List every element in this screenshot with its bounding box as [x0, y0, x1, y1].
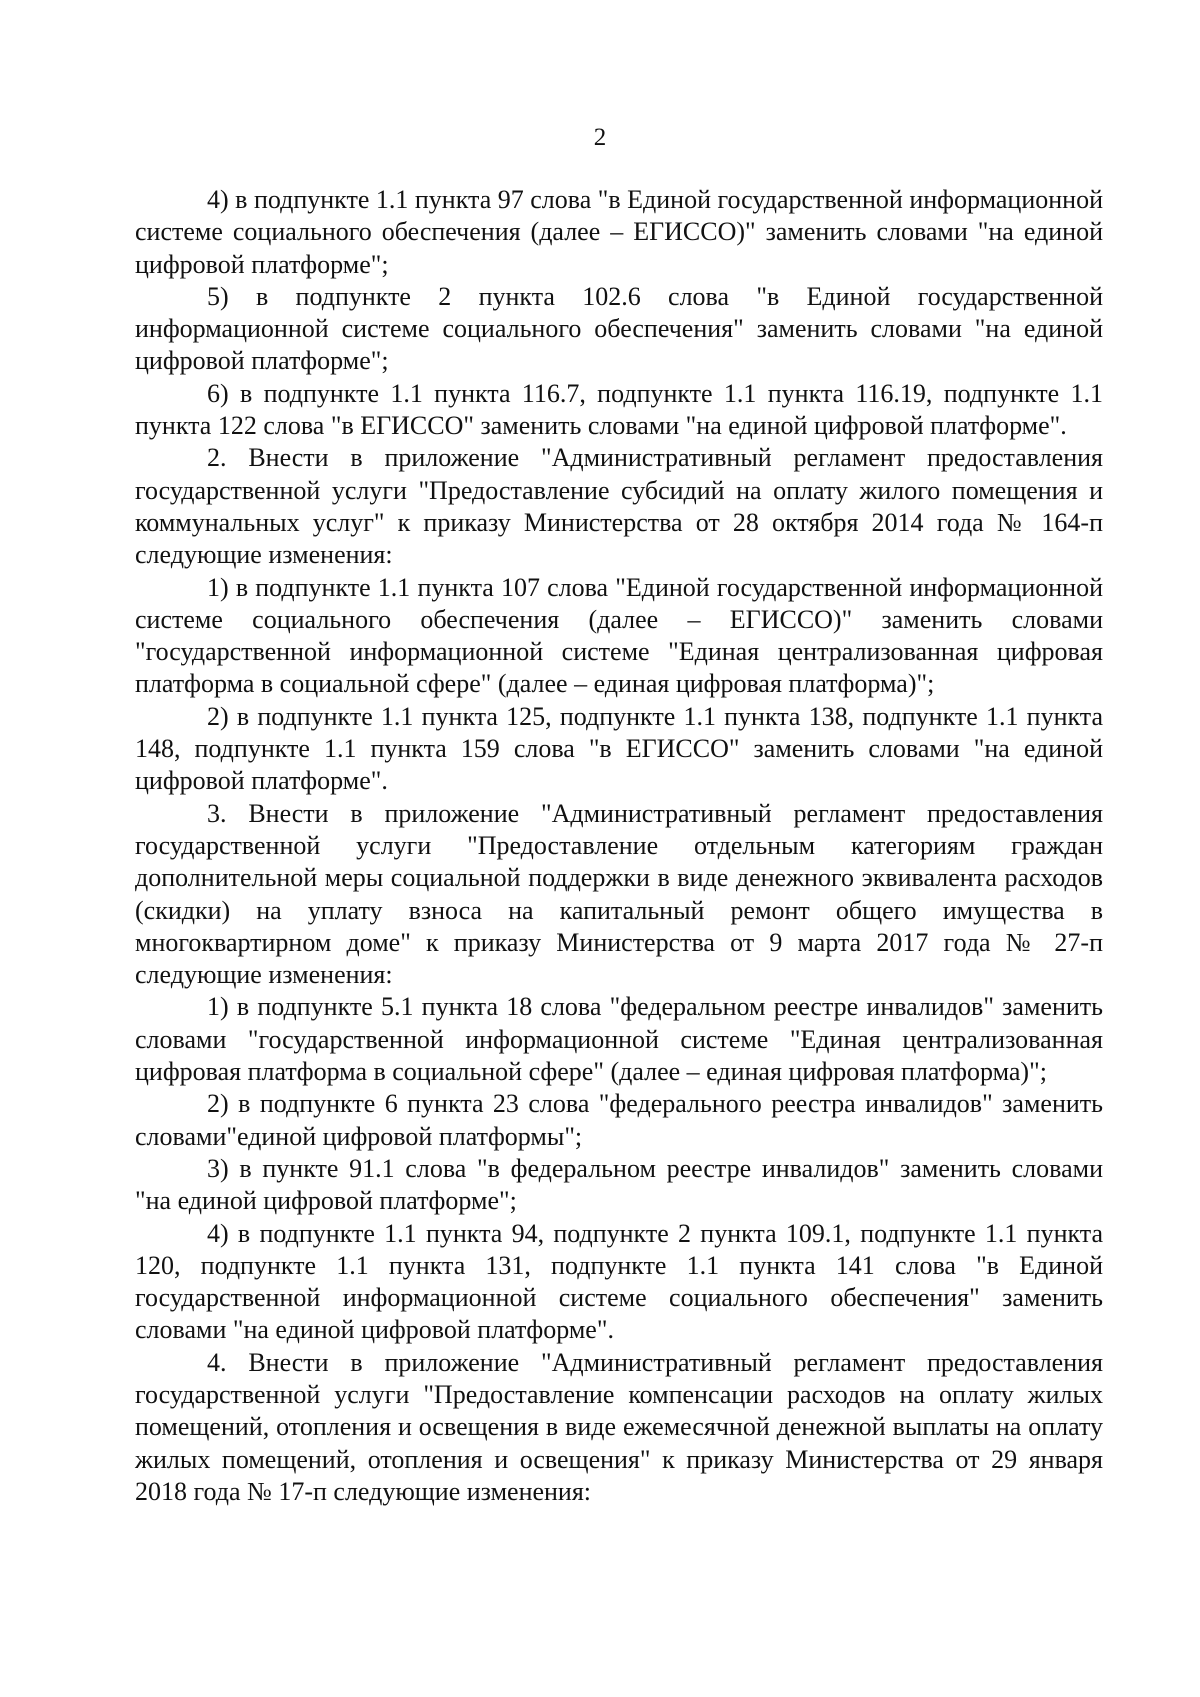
paragraph-item-4-point-97: 4) в подпункте 1.1 пункта 97 слова "в Единой государственной информационной системе социального обеспечения (далее – ЕГИССО)" заменить словами "на единой цифровой платформе";	[135, 185, 1103, 279]
paragraph-item-5-point-102-6: 5) в подпункте 2 пункта 102.6 слова "в Единой государственной информационной системе социального обеспечения" заменить словами "на единой цифровой платформе";	[135, 281, 1103, 376]
paragraph-section-2: 2. Внести в приложение "Административный регламент предоставления государственной услуги "Предоставление субсидий на оплату жилого помещения и коммунальных услуг" к приказу Министерства от 28 октября 2014 года № 164-п следующие изменения:	[135, 443, 1103, 570]
paragraph-section-3-item-3: 3) в пункте 91.1 слова "в федеральном реестре инвалидов" заменить словами "на единой цифровой платформе";	[135, 1153, 1103, 1216]
paragraph-item-6-points-116-122: 6) в подпункте 1.1 пункта 116.7, подпункте 1.1 пункта 116.19, подпункте 1.1 пункта 122 слова "в ЕГИССО" заменить словами "на единой цифровой платформе".	[135, 378, 1103, 441]
document-body	[135, 184, 1103, 1508]
page-number: 2	[593, 124, 607, 151]
paragraph-section-4: 4. Внести в приложение "Административный регламент предоставления государственной услуги "Предоставление компенсации расходов на оплату жилых помещений, отопления и освещения в виде ежемесячной денежной выплаты на оплату жилых помещений, отопления и освещения" к приказу Министерства от 29 января 2018 года № 17-п следующие изменения:	[135, 1347, 1103, 1506]
paragraph-section-3-item-4: 4) в подпункте 1.1 пункта 94, подпункте 2 пункта 109.1, подпункте 1.1 пункта 120, подпункте 1.1 пункта 131, подпункте 1.1 пункта 141 слова "в Единой государственной информационной системе социального обеспечения" заменить словами "на единой цифровой платформе".	[135, 1218, 1103, 1345]
paragraph-section-3-item-2: 2) в подпункте 6 пункта 23 слова "федерального реестра инвалидов" заменить словами"единой цифровой платформы";	[135, 1089, 1103, 1151]
paragraph-section-2-item-2: 2) в подпункте 1.1 пункта 125, подпункте 1.1 пункта 138, подпункте 1.1 пункта 148, подпункте 1.1 пункта 159 слова "в ЕГИССО" заменить словами "на единой цифровой платформе".	[135, 701, 1103, 796]
paragraph-section-3: 3. Внести в приложение "Административный регламент предоставления государственной услуги "Предоставление отдельным категориям граждан дополнительной меры социальной поддержки в виде денежного эквивалента расходов (скидки) на уплату взноса на капитальный ремонт общего имущества в многоквартирном доме" к приказу Министерства от 9 марта 2017 года № 27-п следующие изменения:	[135, 798, 1103, 990]
paragraph-section-3-item-1: 1) в подпункте 5.1 пункта 18 слова "федеральном реестре инвалидов" заменить словами "государственной информационной системе "Единая централизованная цифровая платформа в социальной сфере" (далее – единая цифровая платформа)";	[135, 992, 1103, 1087]
paragraph-section-2-item-1: 1) в подпункте 1.1 пункта 107 слова "Единой государственной информационной системе социального обеспечения (далее – ЕГИССО)" заменить словами "государственной информационной системе "Единая централизованная цифровая платформа в социальной сфере" (далее – единая цифровая платформа)";	[135, 572, 1103, 699]
